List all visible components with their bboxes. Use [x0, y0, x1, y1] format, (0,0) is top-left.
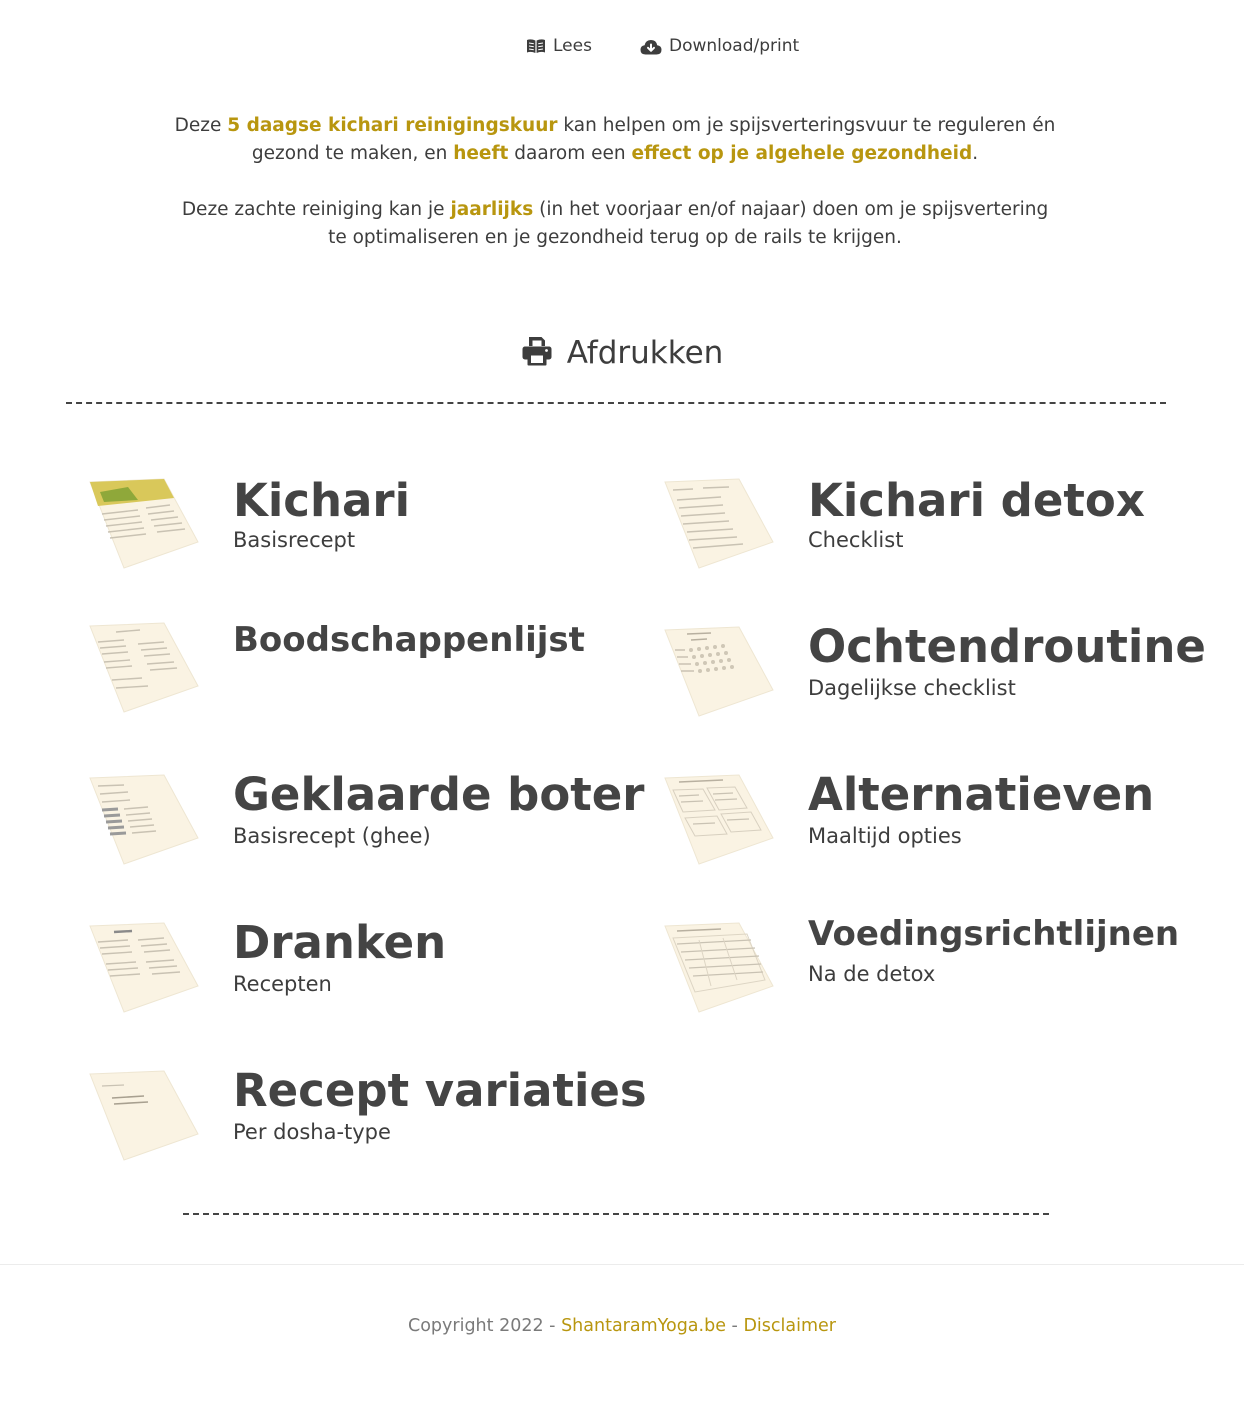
intro-text: .: [972, 143, 979, 164]
print-heading-label: Afdrukken: [566, 335, 724, 371]
document-thumbnail-icon: [88, 478, 208, 578]
card-title: Alternatieven: [808, 768, 1155, 821]
document-thumbnail-icon: [663, 626, 783, 726]
read-link[interactable]: [526, 36, 592, 56]
site-link[interactable]: ShantaramYoga.be: [561, 1316, 726, 1336]
intro-paragraph-2: [170, 196, 1060, 252]
download-print-link[interactable]: [640, 36, 799, 56]
document-thumbnail-icon: [88, 922, 208, 1022]
card-subtitle: Maaltijd opties: [808, 824, 962, 848]
card-title: Geklaarde boter: [233, 768, 645, 821]
card-subtitle: Basisrecept (ghee): [233, 824, 431, 848]
highlight-text: 5 daagse kichari reinigingskuur: [227, 115, 558, 136]
card-subtitle: Dagelijkse checklist: [808, 676, 1016, 700]
card-title: Kichari: [233, 474, 410, 527]
card-title: Boodschappenlijst: [233, 620, 585, 660]
print-card-ochtendroutine[interactable]: [663, 620, 1206, 746]
document-thumbnail-icon: [663, 774, 783, 874]
intro-text: (in het voorjaar en/of najaar) doen om je spijsvertering te optimaliseren en je gezondheid terug op de rails te krijgen.: [328, 199, 1049, 248]
intro-text: daarom een: [508, 143, 632, 164]
intro-text: Deze zachte reiniging kan je: [181, 199, 451, 220]
card-title: Recept variaties: [233, 1064, 647, 1117]
download-print-label: Download/print: [669, 36, 800, 56]
intro-text: Deze: [174, 115, 228, 136]
print-card-kichari-detox[interactable]: [663, 474, 1183, 598]
print-card-boodschappenlijst[interactable]: [88, 622, 608, 742]
card-title: Dranken: [233, 916, 447, 969]
card-title: Kichari detox: [808, 474, 1145, 527]
print-card-kichari[interactable]: [88, 474, 608, 598]
document-thumbnail-icon: [663, 478, 783, 578]
footer: [0, 1316, 1244, 1336]
card-title: Ochtendroutine: [808, 620, 1206, 673]
document-thumbnail-icon: [88, 622, 208, 722]
card-subtitle: Per dosha-type: [233, 1120, 391, 1144]
divider-bottom: [183, 1213, 1049, 1215]
disclaimer-link[interactable]: Disclaimer: [743, 1316, 836, 1336]
card-title: Voedingsrichtlijnen: [808, 914, 1180, 954]
read-link-label: Lees: [553, 36, 592, 56]
highlight-text: jaarlijks: [450, 199, 534, 220]
print-card-recept-variaties[interactable]: [88, 1064, 647, 1190]
print-card-voedingsrichtlijnen[interactable]: [663, 914, 1183, 1038]
divider-top: [66, 402, 1166, 404]
print-card-dranken[interactable]: [88, 916, 608, 1042]
intro-text: kan helpen om je spijsverteringsvuur te reguleren én gezond te maken, en: [251, 115, 1056, 164]
document-thumbnail-icon: [88, 774, 208, 874]
document-thumbnail-icon: [663, 922, 783, 1022]
footer-separator: [0, 1264, 1244, 1265]
footer-separator-text: -: [725, 1316, 744, 1336]
print-card-alternatieven[interactable]: [663, 768, 1183, 894]
printer-icon: [521, 335, 553, 371]
intro-paragraph-1: [170, 112, 1060, 168]
highlight-text: heeft: [453, 143, 509, 164]
cloud-download-icon: [640, 38, 662, 55]
card-subtitle: Basisrecept: [233, 528, 356, 552]
card-subtitle: Na de detox: [808, 962, 936, 986]
top-nav: [0, 36, 1244, 64]
print-heading: [0, 330, 1244, 376]
document-thumbnail-icon: [88, 1070, 208, 1170]
card-subtitle: Recepten: [233, 972, 332, 996]
print-card-geklaarde-boter[interactable]: [88, 768, 645, 894]
book-open-icon: [526, 38, 546, 54]
copyright-text: Copyright 2022 -: [408, 1316, 562, 1336]
card-subtitle: Checklist: [808, 528, 904, 552]
highlight-text: effect op je algehele gezondheid: [631, 143, 973, 164]
